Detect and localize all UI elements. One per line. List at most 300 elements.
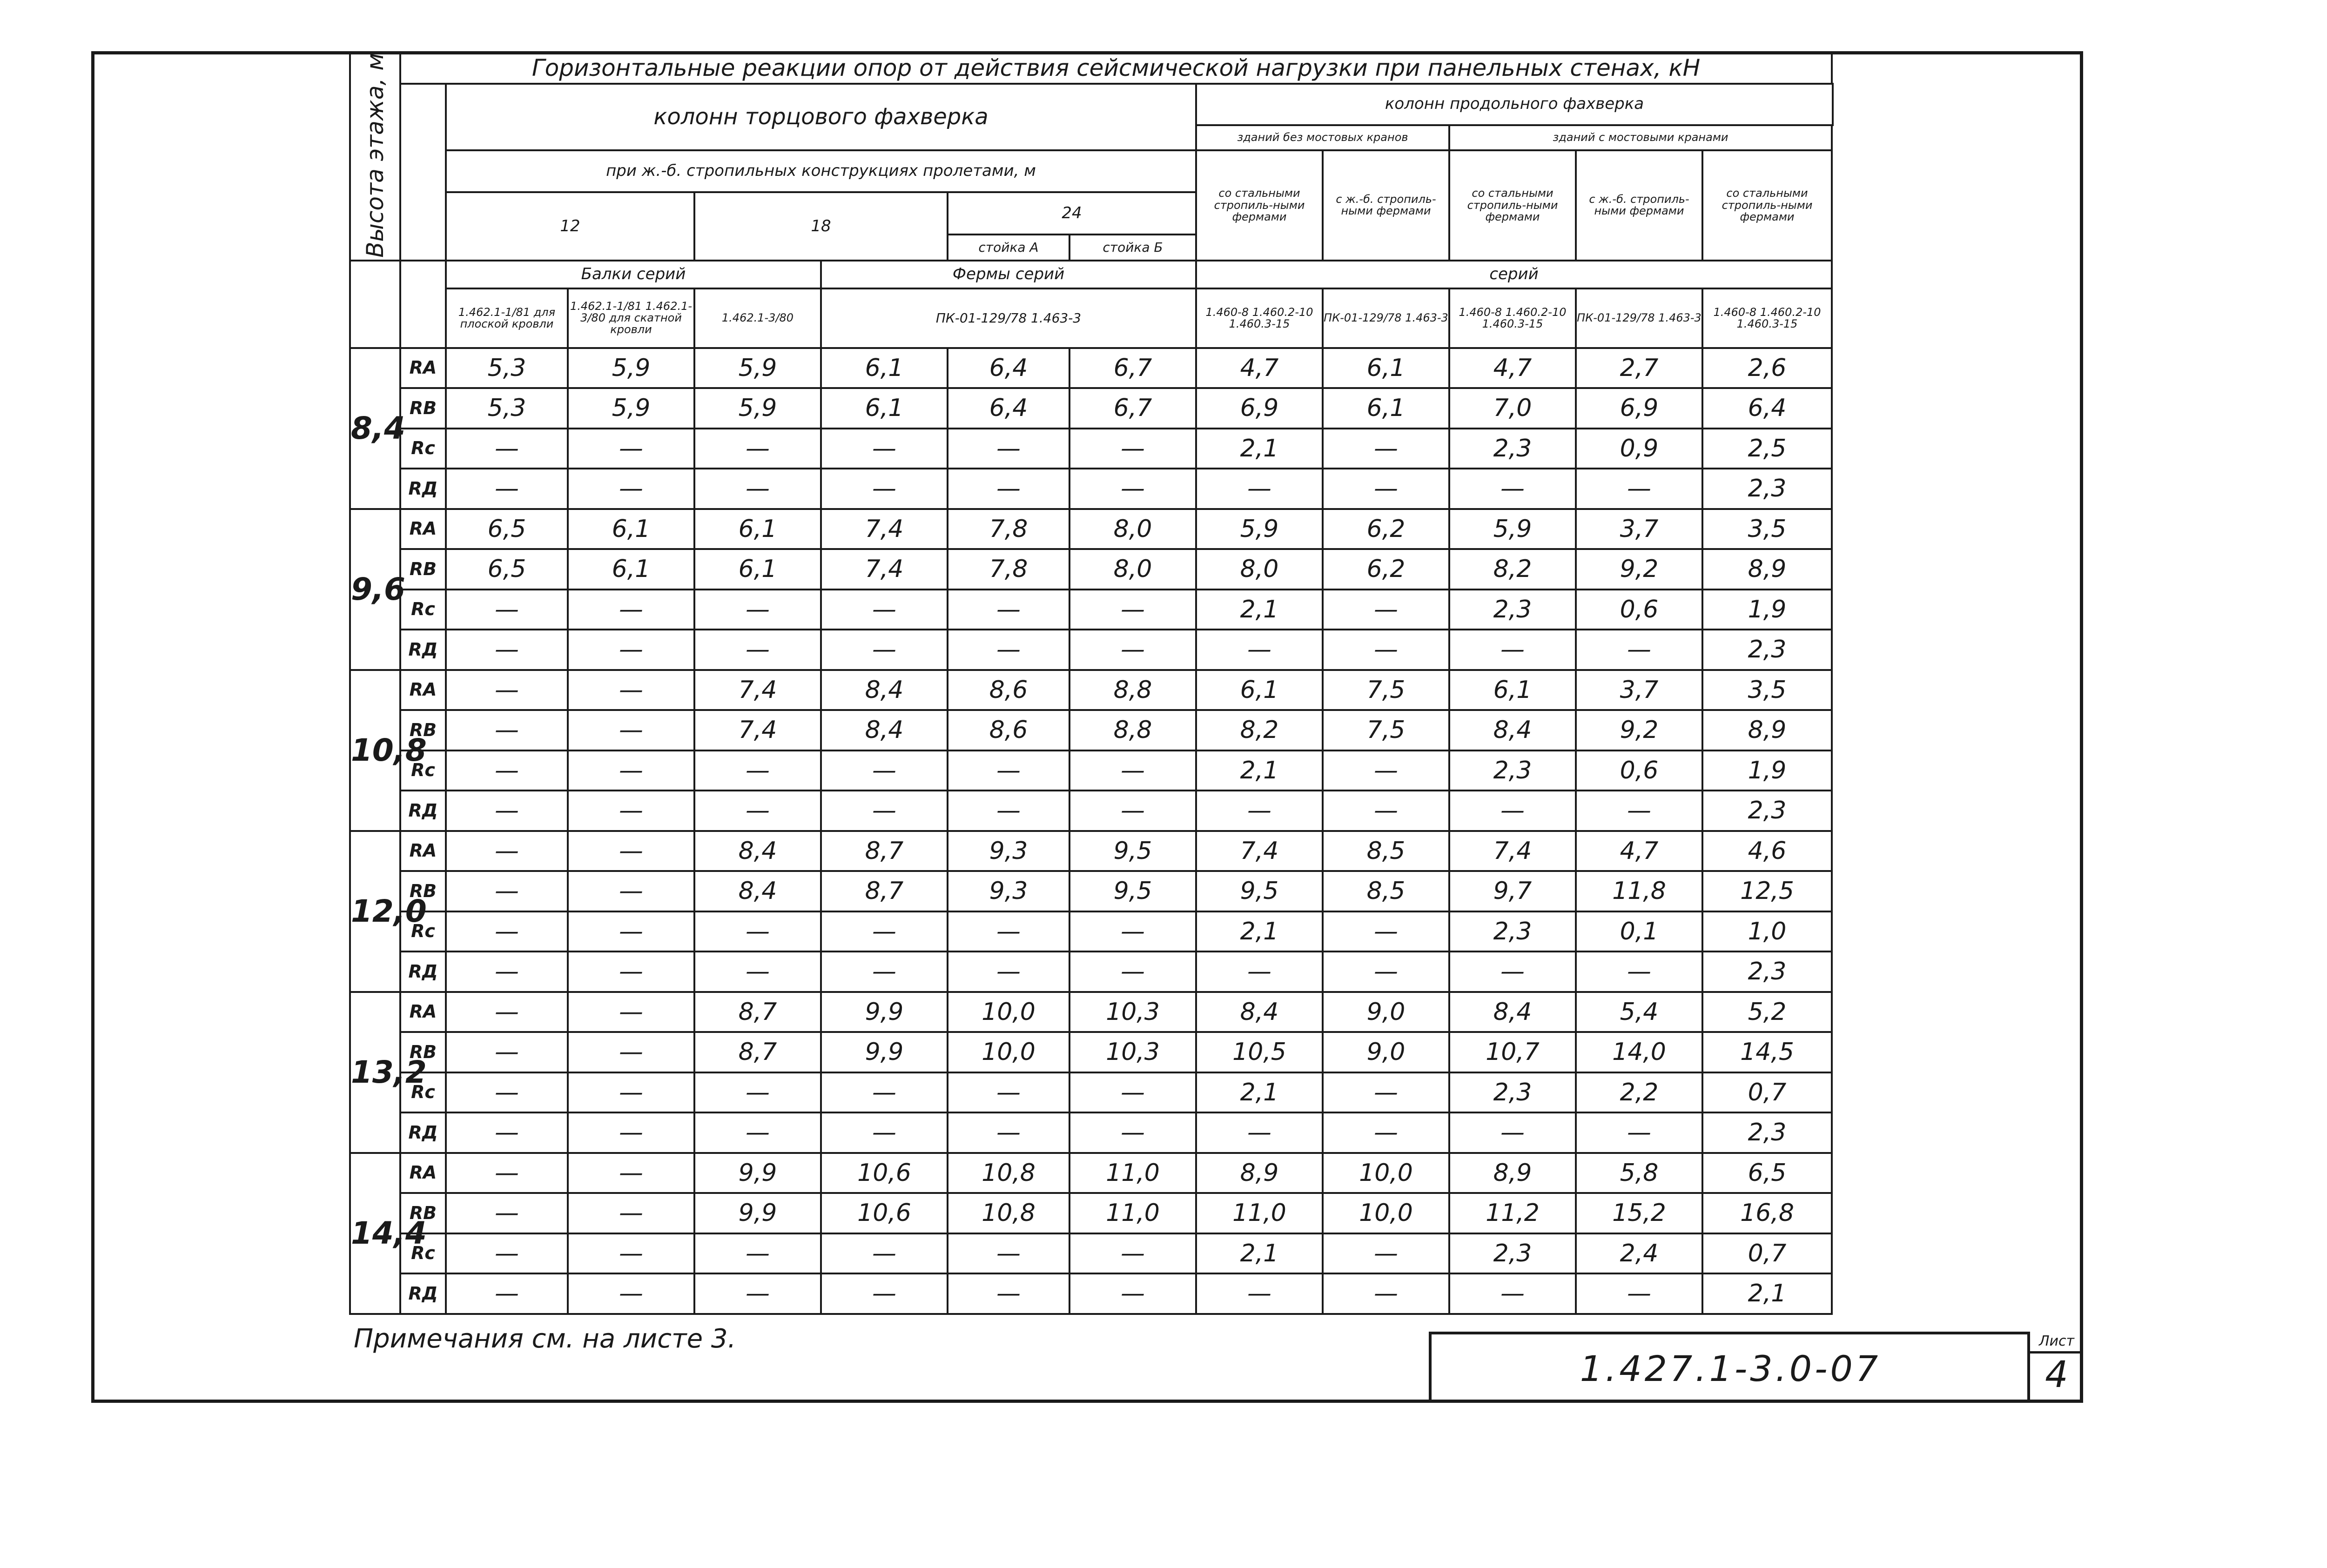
value-cell: —	[1323, 630, 1449, 670]
value-cell: —	[1323, 1072, 1449, 1113]
value-cell: —	[1069, 429, 1196, 469]
reaction-header-cont	[400, 261, 446, 348]
value-cell: —	[1323, 429, 1449, 469]
value-cell: 5,3	[446, 348, 568, 389]
value-cell: 8,2	[1196, 710, 1323, 750]
value-cell: 8,4	[1449, 992, 1576, 1032]
value-cell: 6,1	[1449, 670, 1576, 710]
series-cell: 1.460-8 1.460.2-10 1.460.3-15	[1702, 288, 1832, 348]
value-cell: 9,3	[948, 871, 1069, 911]
value-cell: 2,3	[1449, 750, 1576, 791]
value-cell: 11,0	[1069, 1153, 1196, 1193]
value-cell: —	[821, 791, 948, 831]
value-cell: 8,4	[694, 831, 821, 871]
reaction-label: RB	[400, 710, 446, 750]
floor-height: 8,4	[350, 348, 400, 509]
value-cell: —	[948, 429, 1069, 469]
value-cell: 14,5	[1702, 1032, 1832, 1072]
value-cell: 8,0	[1069, 549, 1196, 590]
value-cell: —	[1323, 952, 1449, 992]
value-cell: 2,1	[1196, 1233, 1323, 1274]
value-cell: 6,2	[1323, 509, 1449, 549]
value-cell: 8,9	[1702, 549, 1832, 590]
value-cell: 8,4	[1196, 992, 1323, 1032]
table-row	[350, 911, 1833, 952]
reaction-label: RB	[400, 388, 446, 429]
value-cell: —	[568, 670, 694, 710]
value-cell: —	[1196, 469, 1323, 509]
value-cell: —	[446, 871, 568, 911]
span-18: 18	[694, 192, 948, 261]
series-header: серий	[1196, 261, 1832, 288]
value-cell: —	[1576, 469, 1702, 509]
table-row	[350, 1112, 1833, 1153]
value-cell: —	[694, 750, 821, 791]
value-cell: —	[446, 1273, 568, 1314]
value-cell: —	[1323, 1273, 1449, 1314]
value-cell: 7,4	[694, 710, 821, 750]
value-cell: 2,1	[1196, 1072, 1323, 1113]
value-cell: 9,0	[1323, 992, 1449, 1032]
value-cell: 4,6	[1702, 831, 1832, 871]
value-cell: 15,2	[1576, 1193, 1702, 1233]
value-cell: 10,5	[1196, 1032, 1323, 1072]
value-cell: —	[1323, 791, 1449, 831]
value-cell: 11,0	[1196, 1193, 1323, 1233]
table-row	[350, 1273, 1833, 1314]
value-cell: 8,4	[821, 710, 948, 750]
value-cell: —	[1069, 952, 1196, 992]
value-cell: 6,7	[1069, 388, 1196, 429]
steel-trusses-2: со стальными стропиль-ными фермами	[1449, 150, 1576, 261]
value-cell: —	[1449, 469, 1576, 509]
series-cell: 1.460-8 1.460.2-10 1.460.3-15	[1449, 288, 1576, 348]
table-row	[350, 871, 1833, 911]
value-cell: —	[568, 831, 694, 871]
value-cell: 4,7	[1449, 348, 1576, 389]
reaction-label: RA	[400, 348, 446, 389]
value-cell: 8,7	[694, 1032, 821, 1072]
value-cell: 2,3	[1702, 791, 1832, 831]
beams-header: Балки серий	[446, 261, 821, 288]
value-cell: —	[1576, 791, 1702, 831]
value-cell: —	[446, 992, 568, 1032]
value-cell: 6,1	[694, 509, 821, 549]
value-cell: 12,5	[1702, 871, 1832, 911]
value-cell: 0,6	[1576, 750, 1702, 791]
value-cell: —	[1576, 1112, 1702, 1153]
end-frame-header: колонн торцового фахверка	[446, 84, 1196, 150]
value-cell: —	[694, 630, 821, 670]
value-cell: —	[568, 429, 694, 469]
post-b: стойка Б	[1069, 235, 1196, 261]
series-cell: 1.462.1-1/81 для плоской кровли	[446, 288, 568, 348]
value-cell: 2,3	[1702, 630, 1832, 670]
value-cell: —	[1069, 469, 1196, 509]
value-cell: 4,7	[1196, 348, 1323, 389]
value-cell: 9,9	[694, 1153, 821, 1193]
value-cell: 8,9	[1702, 710, 1832, 750]
value-cell: —	[1449, 791, 1576, 831]
value-cell: 5,3	[446, 388, 568, 429]
value-cell: 0,7	[1702, 1233, 1832, 1274]
table-row	[350, 549, 1833, 590]
value-cell: —	[948, 750, 1069, 791]
value-cell: —	[1196, 630, 1323, 670]
value-cell: —	[1576, 630, 1702, 670]
value-cell: 7,4	[821, 509, 948, 549]
table-row	[350, 670, 1833, 710]
value-cell: 6,1	[821, 348, 948, 389]
height-header-cont	[350, 261, 400, 348]
value-cell: —	[694, 1112, 821, 1153]
value-cell: 5,9	[1449, 509, 1576, 549]
table-row	[350, 590, 1833, 630]
value-cell: 8,2	[1449, 549, 1576, 590]
value-cell: 2,3	[1449, 590, 1576, 630]
value-cell: 8,7	[694, 992, 821, 1032]
value-cell: 9,2	[1576, 549, 1702, 590]
value-cell: 7,0	[1449, 388, 1576, 429]
value-cell: 5,9	[568, 348, 694, 389]
value-cell: 14,0	[1576, 1032, 1702, 1072]
value-cell: 5,4	[1576, 992, 1702, 1032]
value-cell: —	[694, 911, 821, 952]
value-cell: —	[821, 469, 948, 509]
value-cell: —	[568, 1112, 694, 1153]
value-cell: 7,8	[948, 509, 1069, 549]
value-cell: —	[1069, 1233, 1196, 1274]
value-cell: —	[948, 1112, 1069, 1153]
value-cell: 9,0	[1323, 1032, 1449, 1072]
value-cell: 10,0	[948, 1032, 1069, 1072]
reaction-label: RB	[400, 1193, 446, 1233]
series-cell: ПК-01-129/78 1.463-3	[1576, 288, 1702, 348]
value-cell: —	[568, 630, 694, 670]
table-row	[350, 388, 1833, 429]
value-cell: —	[1576, 952, 1702, 992]
table-row	[350, 630, 1833, 670]
value-cell: 10,3	[1069, 992, 1196, 1032]
reaction-label: RA	[400, 831, 446, 871]
note-text: Примечания см. на листе 3.	[354, 1324, 736, 1354]
reaction-label: RB	[400, 1032, 446, 1072]
value-cell: —	[948, 911, 1069, 952]
reaction-label: RA	[400, 509, 446, 549]
value-cell: —	[446, 1153, 568, 1193]
value-cell: 3,7	[1576, 509, 1702, 549]
value-cell: —	[568, 871, 694, 911]
value-cell: 9,9	[821, 1032, 948, 1072]
reaction-label: RB	[400, 871, 446, 911]
value-cell: 6,1	[568, 509, 694, 549]
value-cell: 6,4	[948, 348, 1069, 389]
table-row	[350, 509, 1833, 549]
value-cell: —	[821, 1273, 948, 1314]
table-row	[350, 348, 1833, 389]
value-cell: 1,9	[1702, 590, 1832, 630]
value-cell: —	[821, 1112, 948, 1153]
long-frame-header: колонн продольного фахверка	[1196, 84, 1833, 125]
value-cell: 9,5	[1069, 871, 1196, 911]
value-cell: —	[446, 630, 568, 670]
value-cell: 10,7	[1449, 1032, 1576, 1072]
steel-trusses-3: со стальными стропиль-ными фермами	[1702, 150, 1832, 261]
no-cranes-header: зданий без мостовых кранов	[1196, 125, 1449, 150]
series-cell: 1.462.1-3/80	[694, 288, 821, 348]
reaction-label: RA	[400, 992, 446, 1032]
value-cell: —	[568, 750, 694, 791]
reaction-label: RД	[400, 469, 446, 509]
value-cell: —	[446, 1233, 568, 1274]
table-row	[350, 952, 1833, 992]
value-cell: —	[446, 911, 568, 952]
value-cell: 2,7	[1576, 348, 1702, 389]
value-cell: 6,1	[1323, 348, 1449, 389]
value-cell: 2,2	[1576, 1072, 1702, 1113]
reaction-label: Rc	[400, 1233, 446, 1274]
reaction-label: Rc	[400, 1072, 446, 1113]
value-cell: 6,4	[948, 388, 1069, 429]
value-cell: 8,4	[694, 871, 821, 911]
value-cell: 0,7	[1702, 1072, 1832, 1113]
value-cell: —	[568, 1072, 694, 1113]
value-cell: 4,7	[1576, 831, 1702, 871]
value-cell: 7,4	[1449, 831, 1576, 871]
value-cell: —	[568, 469, 694, 509]
floor-height: 13,2	[350, 992, 400, 1153]
table-row	[350, 1153, 1833, 1193]
value-cell: —	[1576, 1273, 1702, 1314]
floor-height: 9,6	[350, 509, 400, 670]
value-cell: 2,3	[1449, 429, 1576, 469]
value-cell: 16,8	[1702, 1193, 1832, 1233]
reaction-label: RД	[400, 791, 446, 831]
value-cell: —	[694, 590, 821, 630]
value-cell: 8,9	[1449, 1153, 1576, 1193]
value-cell: —	[1196, 952, 1323, 992]
value-cell: —	[1069, 1112, 1196, 1153]
value-cell: —	[568, 1233, 694, 1274]
reaction-header	[400, 84, 446, 261]
value-cell: —	[568, 1153, 694, 1193]
reaction-label: Rc	[400, 911, 446, 952]
value-cell: 8,6	[948, 710, 1069, 750]
value-cell: 9,9	[821, 992, 948, 1032]
value-cell: —	[948, 630, 1069, 670]
table-row	[350, 469, 1833, 509]
value-cell: —	[1323, 469, 1449, 509]
series-cell: 1.460-8 1.460.2-10 1.460.3-15	[1196, 288, 1323, 348]
value-cell: 2,3	[1449, 1233, 1576, 1274]
value-cell: —	[1069, 911, 1196, 952]
value-cell: —	[446, 469, 568, 509]
value-cell: —	[446, 710, 568, 750]
value-cell: —	[821, 1233, 948, 1274]
value-cell: 8,7	[821, 871, 948, 911]
value-cell: 8,5	[1323, 871, 1449, 911]
document-code: 1.427.1-3.0-07	[1429, 1332, 2029, 1403]
floor-height: 14,4	[350, 1153, 400, 1314]
reaction-label: RA	[400, 670, 446, 710]
floor-height: 10,8	[350, 670, 400, 831]
reaction-label: Rc	[400, 429, 446, 469]
value-cell: —	[568, 952, 694, 992]
rc-trusses-1: с ж.-б. стропиль-ными фермами	[1323, 150, 1449, 261]
value-cell: 0,1	[1576, 911, 1702, 952]
value-cell: 2,1	[1196, 590, 1323, 630]
value-cell: 5,2	[1702, 992, 1832, 1032]
value-cell: 2,4	[1576, 1233, 1702, 1274]
span-24: 24	[948, 192, 1196, 235]
value-cell: —	[1069, 791, 1196, 831]
value-cell: 8,9	[1196, 1153, 1323, 1193]
table-row	[350, 992, 1833, 1032]
value-cell: —	[1069, 590, 1196, 630]
value-cell: 1,0	[1702, 911, 1832, 952]
value-cell: 10,3	[1069, 1032, 1196, 1072]
sheet-number: 4	[2045, 1354, 2068, 1396]
value-cell: 2,3	[1449, 911, 1576, 952]
value-cell: 5,8	[1576, 1153, 1702, 1193]
value-cell: —	[1069, 1072, 1196, 1113]
value-cell: —	[1069, 750, 1196, 791]
value-cell: —	[568, 710, 694, 750]
value-cell: 6,9	[1196, 388, 1323, 429]
value-cell: —	[694, 469, 821, 509]
value-cell: 8,7	[821, 831, 948, 871]
value-cell: 3,5	[1702, 670, 1832, 710]
value-cell: 3,5	[1702, 509, 1832, 549]
value-cell: —	[1196, 1112, 1323, 1153]
reactions-table	[349, 51, 1834, 1315]
series-cell: ПК-01-129/78 1.463-3	[821, 288, 1196, 348]
value-cell: —	[1449, 952, 1576, 992]
table-row	[350, 710, 1833, 750]
rc-spans-header: при ж.-б. стропильных конструкциях пролетами, м	[446, 150, 1196, 193]
value-cell: —	[1323, 590, 1449, 630]
value-cell: —	[694, 952, 821, 992]
value-cell: 9,3	[948, 831, 1069, 871]
value-cell: 2,1	[1196, 750, 1323, 791]
value-cell: 7,8	[948, 549, 1069, 590]
reaction-label: RД	[400, 630, 446, 670]
value-cell: 0,6	[1576, 590, 1702, 630]
post-a: стойка А	[948, 235, 1069, 261]
value-cell: 6,2	[1323, 549, 1449, 590]
value-cell: 9,9	[694, 1193, 821, 1233]
value-cell: —	[821, 429, 948, 469]
value-cell: 6,1	[1196, 670, 1323, 710]
value-cell: —	[446, 952, 568, 992]
value-cell: 5,9	[694, 388, 821, 429]
value-cell: 6,5	[446, 509, 568, 549]
value-cell: 7,4	[821, 549, 948, 590]
reaction-label: Rc	[400, 590, 446, 630]
span-12: 12	[446, 192, 694, 261]
value-cell: 11,8	[1576, 871, 1702, 911]
value-cell: 7,5	[1323, 710, 1449, 750]
value-cell: —	[821, 911, 948, 952]
value-cell: 2,3	[1449, 1072, 1576, 1113]
value-cell: 7,5	[1323, 670, 1449, 710]
value-cell: 2,3	[1702, 469, 1832, 509]
value-cell: —	[1323, 750, 1449, 791]
series-cell: 1.462.1-1/81 1.462.1-3/80 для скатной кровли	[568, 288, 694, 348]
value-cell: —	[446, 1112, 568, 1153]
value-cell: 8,4	[821, 670, 948, 710]
value-cell: 2,3	[1702, 1112, 1832, 1153]
value-cell: 6,5	[446, 549, 568, 590]
value-cell: —	[446, 1072, 568, 1113]
reaction-label: RA	[400, 1153, 446, 1193]
value-cell: 5,9	[568, 388, 694, 429]
rc-trusses-2: с ж.-б. стропиль-ными фермами	[1576, 150, 1702, 261]
value-cell: —	[568, 992, 694, 1032]
value-cell: —	[694, 791, 821, 831]
value-cell: 2,1	[1702, 1273, 1832, 1314]
value-cell: 2,5	[1702, 429, 1832, 469]
value-cell: —	[446, 590, 568, 630]
value-cell: 8,6	[948, 670, 1069, 710]
value-cell: 10,0	[1323, 1153, 1449, 1193]
value-cell: 6,7	[1069, 348, 1196, 389]
trusses-header: Фермы серий	[821, 261, 1196, 288]
value-cell: —	[1323, 1112, 1449, 1153]
value-cell: 9,5	[1069, 831, 1196, 871]
value-cell: 10,0	[948, 992, 1069, 1032]
value-cell: 8,0	[1196, 549, 1323, 590]
table-row	[350, 1032, 1833, 1072]
value-cell: —	[1069, 630, 1196, 670]
value-cell: —	[1069, 1273, 1196, 1314]
value-cell: —	[446, 1193, 568, 1233]
value-cell: —	[694, 1233, 821, 1274]
value-cell: 8,0	[1069, 509, 1196, 549]
table-row	[350, 1072, 1833, 1113]
value-cell: —	[1449, 1273, 1576, 1314]
value-cell: —	[568, 1193, 694, 1233]
table-row	[350, 1233, 1833, 1274]
value-cell: —	[568, 791, 694, 831]
value-cell: 10,6	[821, 1193, 948, 1233]
value-cell: —	[948, 1072, 1069, 1113]
reaction-label: RД	[400, 1273, 446, 1314]
value-cell: 3,7	[1576, 670, 1702, 710]
table-row	[350, 1193, 1833, 1233]
value-cell: —	[446, 670, 568, 710]
reaction-label: RB	[400, 549, 446, 590]
value-cell: —	[446, 791, 568, 831]
value-cell: —	[948, 791, 1069, 831]
steel-trusses-1: со стальными стропиль-ными фермами	[1196, 150, 1323, 261]
value-cell: 9,7	[1449, 871, 1576, 911]
sheet-label: Лист	[2030, 1332, 2083, 1354]
series-cell: ПК-01-129/78 1.463-3	[1323, 288, 1449, 348]
value-cell: —	[821, 952, 948, 992]
value-cell: —	[948, 1233, 1069, 1274]
value-cell: —	[446, 831, 568, 871]
value-cell: —	[948, 952, 1069, 992]
value-cell: —	[948, 1273, 1069, 1314]
value-cell: —	[821, 750, 948, 791]
value-cell: 11,2	[1449, 1193, 1576, 1233]
value-cell: —	[1323, 911, 1449, 952]
value-cell: —	[568, 590, 694, 630]
value-cell: 8,4	[1449, 710, 1576, 750]
value-cell: —	[568, 911, 694, 952]
value-cell: 8,8	[1069, 670, 1196, 710]
